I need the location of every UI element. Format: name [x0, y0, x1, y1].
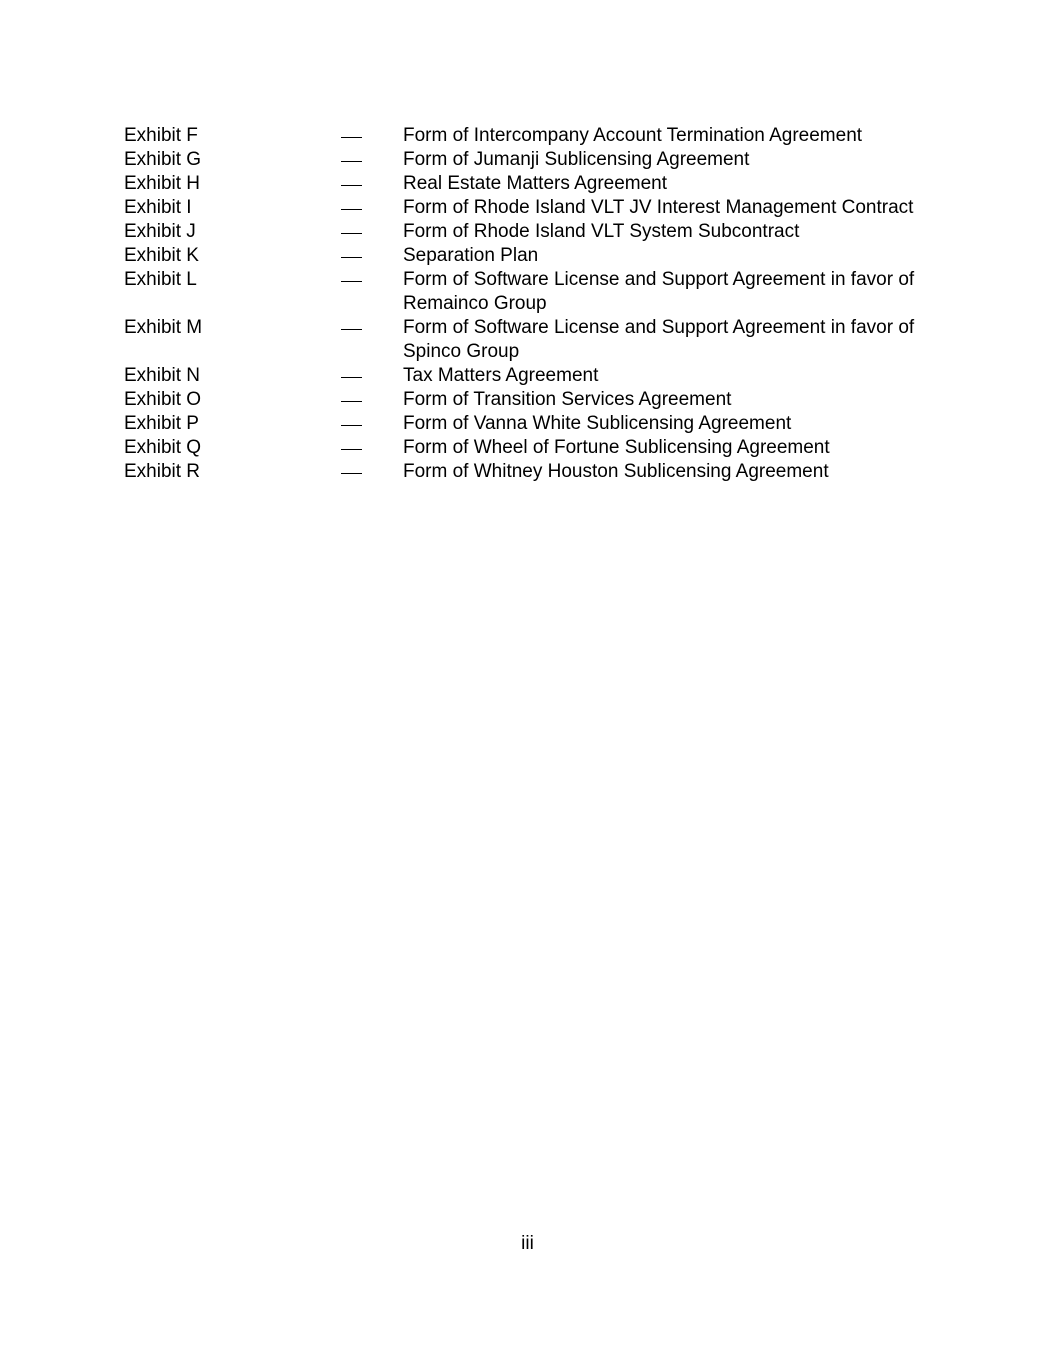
- exhibit-description: Real Estate Matters Agreement: [403, 173, 668, 194]
- exhibit-label: Exhibit I: [124, 197, 192, 218]
- exhibit-row: [124, 124, 924, 148]
- exhibit-row: [124, 244, 924, 268]
- exhibit-label: Exhibit G: [124, 149, 202, 170]
- dash-separator: [339, 172, 403, 196]
- exhibit-label: Exhibit L: [124, 269, 197, 290]
- dash-separator: [339, 196, 403, 220]
- dash-separator: [339, 220, 403, 244]
- exhibit-description: Form of Whitney Houston Sublicensing Agreement: [403, 461, 829, 482]
- exhibit-description: Form of Transition Services Agreement: [403, 389, 732, 410]
- exhibit-description: Form of Software License and Support Agreement in favor of Spinco Group: [403, 317, 915, 362]
- dash-separator: [339, 436, 403, 460]
- exhibit-label: Exhibit P: [124, 413, 199, 434]
- exhibit-row: [124, 412, 924, 436]
- exhibit-description: Form of Intercompany Account Termination Agreement: [403, 125, 863, 146]
- exhibit-label: Exhibit Q: [124, 437, 202, 458]
- exhibit-row: [124, 316, 924, 364]
- exhibit-description: Form of Software License and Support Agreement in favor of Remainco Group: [403, 269, 915, 314]
- exhibit-row: [124, 196, 924, 220]
- exhibit-label: Exhibit K: [124, 245, 199, 266]
- exhibit-row: [124, 268, 924, 316]
- exhibit-description: Form of Rhode Island VLT System Subcontract: [403, 221, 800, 242]
- exhibit-description: Form of Jumanji Sublicensing Agreement: [403, 149, 750, 170]
- dash-separator: [339, 244, 403, 268]
- exhibit-label: Exhibit M: [124, 317, 203, 338]
- exhibit-label: Exhibit O: [124, 389, 202, 410]
- dash-separator: [339, 364, 403, 388]
- dash-separator: [339, 460, 403, 484]
- exhibit-row: [124, 172, 924, 196]
- dash-separator: [339, 148, 403, 172]
- exhibit-label: Exhibit N: [124, 365, 201, 386]
- exhibit-label: Exhibit R: [124, 461, 201, 482]
- exhibit-row: [124, 460, 924, 484]
- exhibit-row: [124, 220, 924, 244]
- dash-separator: [339, 388, 403, 412]
- exhibit-row: [124, 436, 924, 460]
- dash-separator: [339, 316, 403, 340]
- exhibit-description: Tax Matters Agreement: [403, 365, 599, 386]
- exhibit-row: [124, 148, 924, 172]
- exhibit-list: [124, 124, 924, 484]
- exhibit-description: Form of Wheel of Fortune Sublicensing Agreement: [403, 437, 830, 458]
- exhibit-row: [124, 364, 924, 388]
- exhibit-label: Exhibit H: [124, 173, 201, 194]
- dash-separator: [339, 412, 403, 436]
- exhibit-label: Exhibit J: [124, 221, 196, 242]
- exhibit-description: Form of Rhode Island VLT JV Interest Management Contract: [403, 197, 914, 218]
- page-number: iii: [521, 1233, 534, 1254]
- dash-separator: [339, 124, 403, 148]
- exhibit-row: [124, 388, 924, 412]
- exhibit-description: Form of Vanna White Sublicensing Agreement: [403, 413, 792, 434]
- exhibit-description: Separation Plan: [403, 245, 539, 266]
- exhibit-label: Exhibit F: [124, 125, 198, 146]
- dash-separator: [339, 268, 403, 292]
